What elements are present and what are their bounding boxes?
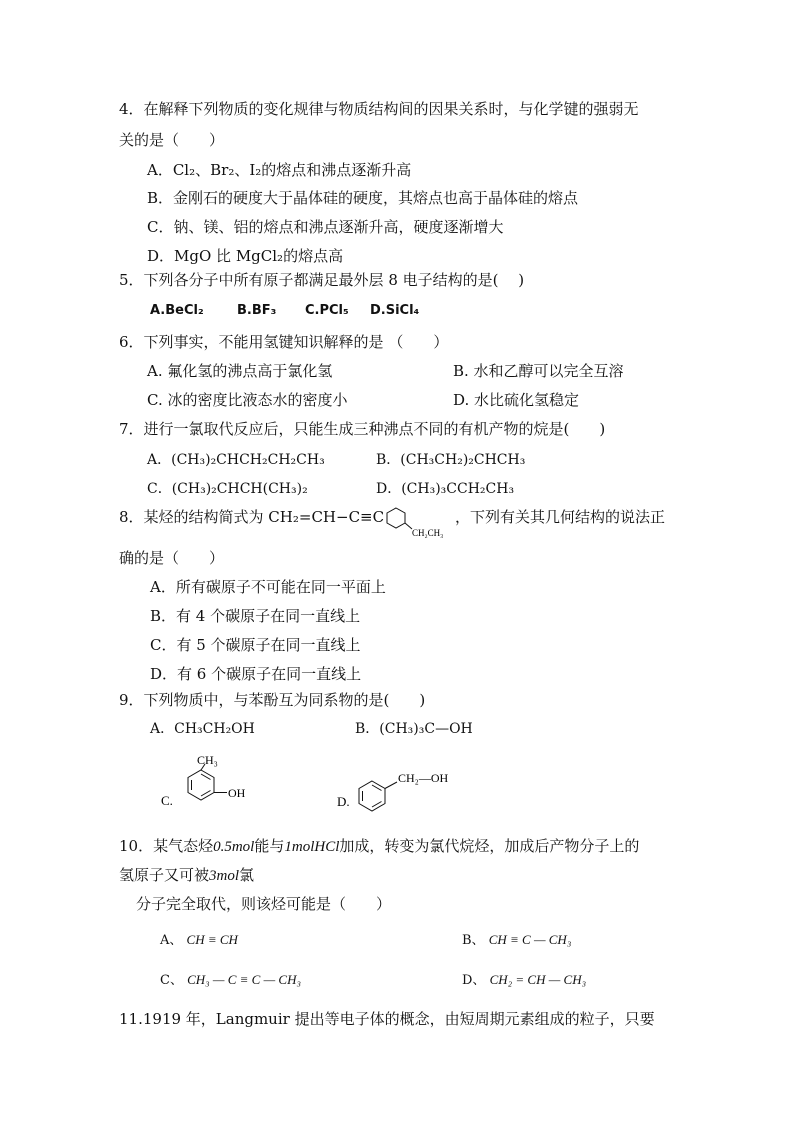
q4-option-c: C．钠、镁、铝的熔点和沸点逐渐升高，硬度逐渐增大 — [147, 218, 504, 236]
q6-stem: 6．下列事实，不能用氢键知识解释的是 （ ） — [119, 333, 449, 351]
q4-option-a: A．Cl₂、Br₂、I₂的熔点和沸点逐渐升高 — [147, 161, 412, 179]
q6-option-c: C. 冰的密度比液态水的密度小 — [147, 391, 348, 409]
q4-option-b: B．金刚石的硬度大于晶体硅的硬度，其熔点也高于晶体硅的熔点 — [147, 189, 579, 207]
q5-option-b: B.BF₃ — [237, 303, 277, 318]
q6-option-b: B. 水和乙醇可以完全互溶 — [453, 362, 624, 380]
q5-stem: 5．下列各分子中所有原子都满足最外层 8 电子结构的是( ) — [119, 271, 525, 289]
q8-option-d: D．有 6 个碳原子在同一直线上 — [150, 665, 362, 683]
q7-option-b: B．(CH₃CH₂)₂CHCH₃ — [376, 452, 526, 468]
q10-option-a: A、 CH ≡ CH — [160, 932, 238, 948]
q9-option-d-substituent: CH₂—OH — [398, 771, 449, 785]
q9-option-c-label: C. — [161, 793, 173, 808]
q10-amount-3: 3mol — [209, 868, 240, 884]
q5-option-d: D.SiCl₄ — [370, 303, 420, 318]
q8-stem-line2: 确的是（ ） — [119, 549, 225, 567]
q8-ethyl-label: CH₂CH₃ — [412, 528, 444, 538]
q6-option-d: D. 水比硫化氢稳定 — [453, 391, 580, 409]
q9-option-b: B．(CH₃)₃C—OH — [355, 721, 473, 737]
q8-option-c: C．有 5 个碳原子在同一直线上 — [150, 636, 361, 654]
q5-option-c: C.PCl₅ — [305, 303, 349, 318]
q6-option-a: A. 氟化氢的沸点高于氯化氢 — [147, 362, 333, 380]
q9-option-c-methyl: CH₃ — [197, 753, 218, 767]
q11-stem: 11.1919 年，Langmuir 提出等电子体的概念，由短周期元素组成的粒子，只要 — [119, 1010, 655, 1028]
q9-option-c-hydroxyl: OH — [228, 786, 246, 800]
q10-stem-line2: 氢原子又可被3mol氯 — [119, 866, 255, 884]
q4-stem-line1: 4．在解释下列物质的变化规律与物质结构间的因果关系时，与化学键的强弱无 — [119, 100, 639, 118]
q7-option-d: D．(CH₃)₃CCH₂CH₃ — [376, 481, 515, 497]
q9-stem: 9．下列物质中，与苯酚互为同系物的是( ) — [119, 691, 426, 709]
q10-stem-line3: 分子完全取代，则该烃可能是（ ） — [136, 895, 392, 913]
q9-option-a: A．CH₃CH₂OH — [150, 721, 255, 737]
q4-stem-line2: 关的是（ ） — [119, 131, 225, 149]
q10-stem-line1: 10．某气态烃0.5mol能与1molHCl加成，转变为氯代烷烃，加成后产物分子上的 — [119, 837, 640, 855]
q9-option-d-structure — [335, 766, 485, 814]
q10-option-d: D、 CH₂ = CH — CH₃ — [462, 972, 587, 988]
q8-stem-pre: 8．某烃的结构简式为 CH₂=CH−C≡C — [119, 508, 385, 526]
q4-option-d: D．MgO 比 MgCl₂的熔点高 — [147, 247, 344, 265]
q8-option-b: B．有 4 个碳原子在同一直线上 — [150, 607, 361, 625]
q10-option-b: B、 CH ≡ C — CH₃ — [462, 932, 572, 948]
q8-benzene-ring-structure — [385, 503, 455, 541]
q5-option-a: A.BeCl₂ — [150, 303, 204, 318]
q8-stem-post: ，下列有关其几何结构的说法正 — [455, 508, 666, 526]
q7-option-a: A．(CH₃)₂CHCH₂CH₂CH₃ — [147, 452, 325, 468]
q10-option-c: C、 CH₃ — C ≡ C — CH₃ — [160, 972, 301, 988]
q9-option-c-structure — [155, 750, 265, 812]
q8-option-a: A．所有碳原子不可能在同一平面上 — [150, 578, 386, 596]
q7-option-c: C．(CH₃)₂CHCH(CH₃)₂ — [147, 481, 308, 497]
q7-stem: 7．进行一氯取代反应后，只能生成三种沸点不同的有机产物的烷是( ) — [119, 420, 606, 438]
q10-amount-1: 0.5mol — [213, 839, 255, 855]
q9-option-d-label: D. — [337, 794, 350, 809]
q10-amount-2: 1molHCl — [284, 839, 340, 855]
